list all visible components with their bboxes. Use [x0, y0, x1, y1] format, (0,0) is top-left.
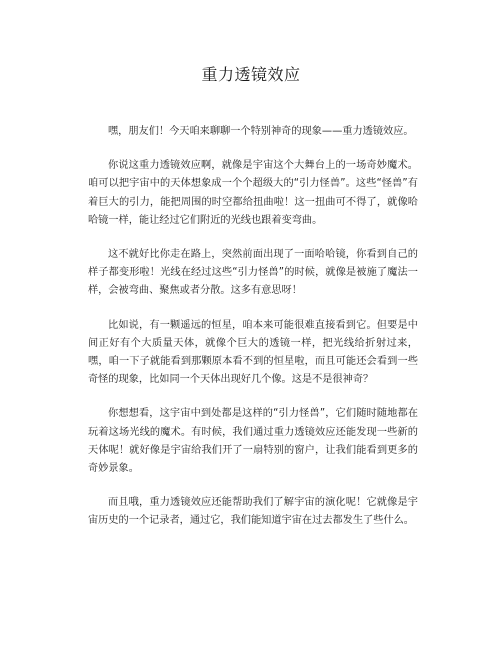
- document-body: [88, 123, 418, 547]
- document-title: 重力透镜效应: [201, 65, 301, 84]
- paragraph-5: 你想想看，这宇宙中到处都是这样的“引力怪兽”，它们随时随地都在玩着这场光线的魔术。有时候，我们通过重力透镜效应还能发现一些新的天体呢！就好像是宇宙给我们开了一扇特别的窗户，让我们能看到更多的奇妙景象。: [88, 408, 418, 475]
- paragraph-4: 比如说，有一颗遥远的恒星，咱本来可能很难直接看到它。但要是中间正好有个大质量天体，就像个巨大的透镜一样，把光线给折射过来，嘿，咱一下子就能看到那颗原本看不到的恒星啦，而且可能还会看到一些奇怪的现象，比如同一个天体出现好几个像。这是不是很神奇？: [88, 319, 418, 386]
- paragraph-1: 嘿，朋友们！今天咱来聊聊一个特别神奇的现象——重力透镜效应。: [108, 126, 414, 137]
- paragraph-3: 这不就好比你走在路上，突然前面出现了一面哈哈镜，你看到自己的样子都变形啦！光线在经过这些“引力怪兽”的时候，就像是被施了魔法一样，会被弯曲、聚焦或者分散。这多有意思呀！: [88, 249, 418, 297]
- paragraph-2: 你说这重力透镜效应啊，就像是宇宙这个大舞台上的一场奇妙魔术。咱可以把宇宙中的天体想象成一个个超级大的“引力怪兽”。这些“怪兽”有着巨大的引力，能把周围的时空都给扭曲啦！这一扭曲可不得了，就像哈哈镜一样，能让经过它们附近的光线也跟着变弯曲。: [88, 160, 418, 226]
- paragraph-6: 而且哦，重力透镜效应还能帮助我们了解宇宙的演化呢！它就像是宇宙历史的一个记录者，通过它，我们能知道宇宙在过去都发生了些什么。: [88, 497, 418, 527]
